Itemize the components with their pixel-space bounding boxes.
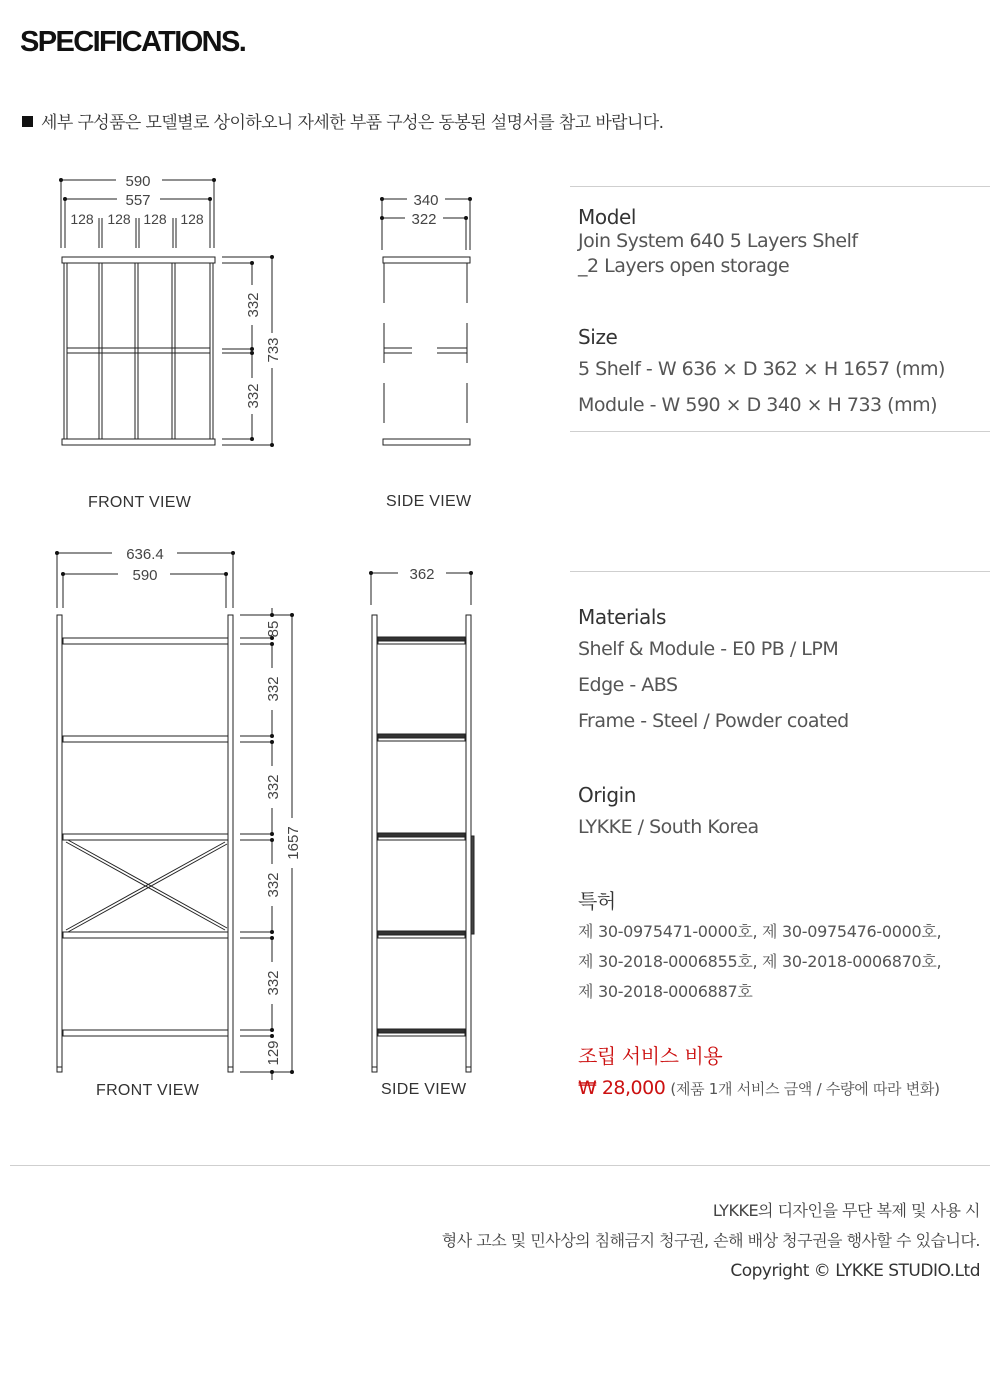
shelf-board [63,638,228,644]
module-side-view-label: SIDE VIEW [386,493,472,510]
copyright-text: Copyright © LYKKE STUDIO.Ltd [730,1261,980,1281]
dim-module-depth: 340 [413,192,439,209]
spec-materials-line: Edge - ABS [578,674,678,696]
shelf-side-view-label: SIDE VIEW [381,1081,467,1098]
dim-shelf-spacing: 332 [265,774,282,800]
dim-shelf-top-gap: 85 [265,620,282,638]
dim-module-total-height: 733 [265,337,282,363]
dim-shelf-inner-width: 590 [132,567,158,584]
shelf-board [63,834,228,840]
dim-module-inner-depth: 322 [411,211,437,228]
page-title: SPECIFICATIONS. [20,26,246,58]
footer-line: LYKKE의 디자인을 무단 복제 및 사용 시 [712,1201,980,1220]
module-side-view-drawing [382,199,470,445]
spec-assembly [578,1042,940,1107]
module-bottom-board [62,439,215,445]
spec-patent-line: 제 30-2018-0006887호 [578,982,753,1001]
module-front-view-label: FRONT VIEW [88,494,192,511]
dim-bay-width: 128 [180,211,204,227]
footer [442,1196,980,1286]
spec-size-line: 5 Shelf - W 636 × D 362 × H 1657 (mm) [578,358,945,380]
divider [570,431,990,432]
divider [570,571,990,572]
assembly-price-note: (제품 1개 서비스 금액 / 수량에 따라 변화) [670,1080,940,1098]
shelf-front-dimensions [57,553,292,1080]
dim-shelf-spacing: 332 [265,970,282,996]
dim-shelf-depth: 362 [409,566,435,583]
notice-label: 세부 구성품은 모델별로 상이하오니 자세한 부품 구성은 동봉된 설명서를 참고 바랍니다. [41,113,664,133]
dim-shelf-bottom-gap: 129 [265,1040,282,1066]
spec-model-line: _2 Layers open storage [578,255,790,277]
technical-drawings [0,0,560,1120]
dim-shelf-spacing: 332 [265,872,282,898]
spec-size-line: Module - W 590 × D 340 × H 733 (mm) [578,394,938,416]
dim-module-lower-height: 332 [245,383,262,409]
spec-patent-line: 제 30-0975471-0000호, 제 30-0975476-0000호, [578,922,942,941]
spec-patent-line: 제 30-2018-0006855호, 제 30-2018-0006870호, [578,952,942,971]
spec-size [578,323,945,423]
module-front-view-drawing [62,257,215,445]
spec-model [578,205,858,279]
spec-model-heading: Model [578,205,637,229]
dim-bay-width: 128 [70,211,94,227]
dim-shelf-width: 636.4 [126,546,164,563]
divider [570,186,990,187]
spec-patent [578,887,941,1007]
dim-shelf-total-height: 1657 [285,826,302,860]
module-top-board [62,257,215,263]
footer-divider [10,1165,990,1166]
spec-size-heading: Size [578,325,618,349]
spec-materials-heading: Materials [578,605,667,629]
dim-bay-width: 128 [143,211,167,227]
dim-shelf-spacing: 332 [265,676,282,702]
footer-line: 형사 고소 및 민사상의 침해금지 청구권, 손해 배상 청구권을 행사할 수 있습니다. [441,1231,980,1250]
spec-materials-line: Shelf & Module - E0 PB / LPM [578,638,839,660]
spec-patent-heading: 특허 [578,889,616,913]
spec-model-line: Join System 640 5 Layers Shelf [578,230,858,252]
shelf-board [63,736,228,742]
shelf-side-view-drawing [371,573,474,1072]
shelf-board [63,932,228,938]
spec-assembly-price-row [578,1070,940,1107]
spec-origin-heading: Origin [578,783,637,807]
dim-bay-width: 128 [107,211,131,227]
dim-module-inner-width: 557 [125,192,151,209]
dim-module-width: 590 [125,173,151,190]
spec-origin [578,781,759,845]
dim-module-upper-height: 332 [245,292,262,318]
shelf-front-view-label: FRONT VIEW [96,1082,200,1099]
shelf-front-view-drawing [57,615,233,1072]
shelf-board [63,1030,228,1036]
dimension-dots [55,178,473,1074]
spec-assembly-heading: 조립 서비스 비용 [578,1044,723,1068]
assembly-price: ₩ 28,000 [578,1077,666,1099]
spec-materials [578,603,849,739]
spec-origin-line: LYKKE / South Korea [578,816,759,838]
spec-materials-line: Frame - Steel / Powder coated [578,710,849,732]
